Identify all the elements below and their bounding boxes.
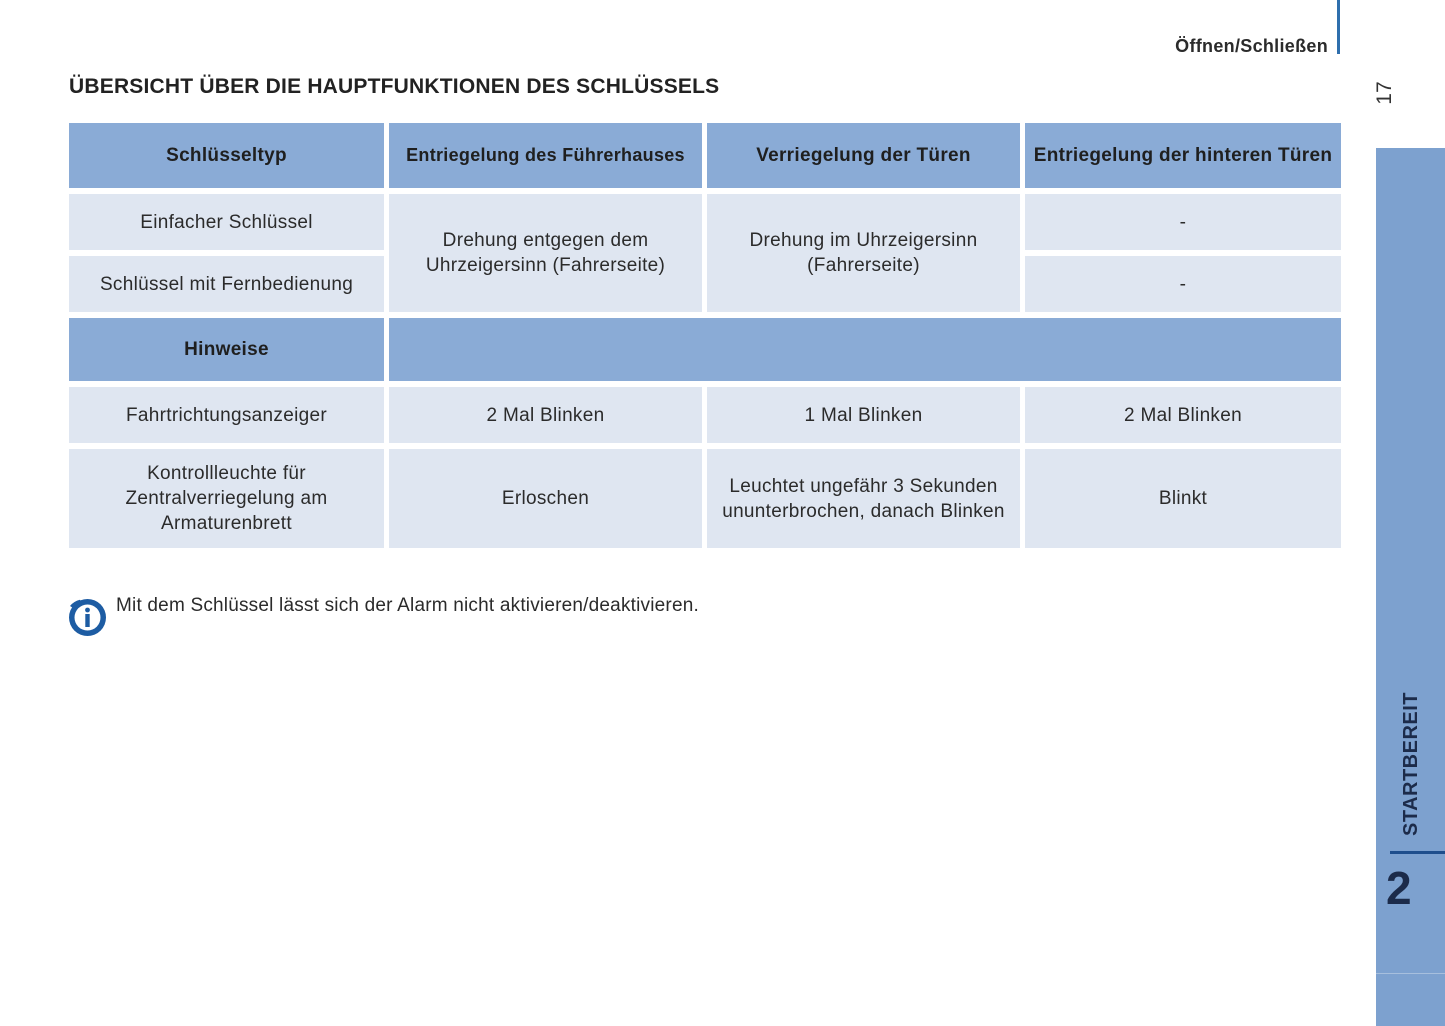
page-number: 17 [1373, 81, 1396, 105]
unlock-cab-cell: Drehung entgegen dem Uhrzeigersinn (Fahrerseite) [389, 194, 702, 312]
indicator-unlock-cab: 2 Mal Blinken [389, 387, 702, 443]
header-key-type: Schlüsseltyp [69, 123, 384, 188]
chapter-label: STARTBEREIT [1400, 691, 1422, 836]
notes-header: Hinweise [69, 318, 384, 381]
chapter-rule [1390, 851, 1445, 854]
warning-light-lock-doors: Leuchtet ungefähr 3 Sekunden ununterbrochen, danach Blinken [707, 449, 1020, 548]
warning-light-unlock-cab: Erloschen [389, 449, 702, 548]
header-lock-doors: Verriegelung der Türen [707, 123, 1020, 188]
header-unlock-cab: Entriegelung des Führerhauses [389, 123, 702, 188]
key-type-simple: Einfacher Schlüssel [69, 194, 384, 250]
running-head: Öffnen/Schließen [1175, 36, 1328, 56]
section-title: ÜBERSICHT ÜBER DIE HAUPTFUNKTIONEN DES SCHLÜSSELS [69, 75, 720, 98]
chapter-number: 2 [1386, 862, 1412, 914]
lock-doors-cell: Drehung im Uhrzeigersinn (Fahrerseite) [707, 194, 1020, 312]
indicator-lock-doors: 1 Mal Blinken [707, 387, 1020, 443]
notes-header-fill [389, 318, 1341, 381]
header-rear-unlock: Entriegelung der hinteren Türen [1025, 123, 1341, 188]
key-type-remote: Schlüssel mit Fernbedienung [69, 256, 384, 312]
info-icon [68, 598, 107, 637]
warning-light-rear-unlock: Blinkt [1025, 449, 1341, 548]
header-rule [1337, 0, 1340, 54]
rear-unlock-simple: - [1025, 194, 1341, 250]
tab-divider [1376, 973, 1445, 974]
indicator-rear-unlock: 2 Mal Blinken [1025, 387, 1341, 443]
note-text: Mit dem Schlüssel lässt sich der Alarm nicht aktivieren/deaktivieren. [116, 595, 699, 616]
row-label-warning-light: Kontrollleuchte für Zentralverriegelung am Armaturenbrett [69, 449, 384, 548]
rear-unlock-remote: - [1025, 256, 1341, 312]
row-label-indicator: Fahrtrichtungsanzeiger [69, 387, 384, 443]
